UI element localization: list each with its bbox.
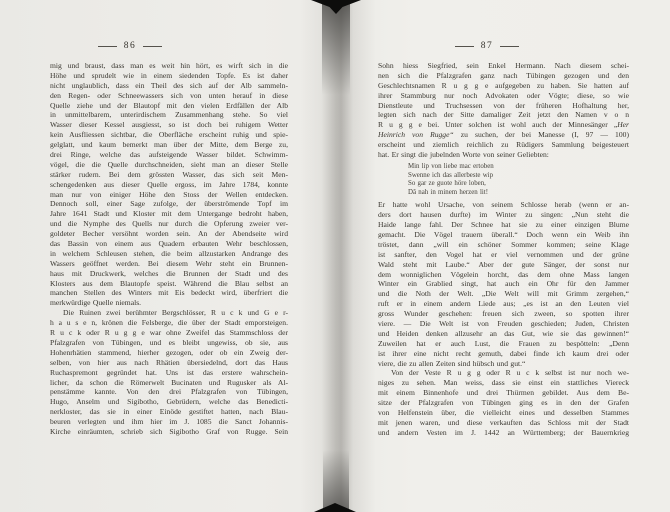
text-segment: h a u s e n, krönen die Felsberge, die über der Stadt emporsteigen.	[50, 318, 288, 328]
text-segment: und Heiden denken allzusehr an das Gut, wie sie das gewinnen!“	[378, 328, 629, 338]
text-segment: stärker rudern. Bei dem grössten Wasser, das sich seit Men-	[50, 169, 288, 179]
text-segment: viere, die zu allen Zeiten sind hübsch und gut.“	[378, 358, 526, 368]
text-segment: Er hatte wohl Ursache, von seinem Schlosse herab (wenn er an-	[378, 200, 629, 210]
text-segment: nicht unglaublich, dass ein Theil des sich auf der Alb sammeln-	[50, 80, 288, 90]
text-segment: das Bassin von einem aus Quadern erbauten Wehr beschlossen,	[50, 239, 288, 249]
text-line	[50, 288, 288, 298]
text-segment: goldeter Becher versöhnt worden sein. An der Abendseite wird	[50, 229, 288, 239]
text-segment: und andern Vesten im J. 1442 an Württemberg; der Bauernkrieg	[378, 427, 629, 437]
text-segment: Von der Veste R u g g oder R u c k selbst ist nur noch we-	[391, 368, 629, 378]
text-segment: Min lip von liebe mac ertoben	[408, 162, 494, 170]
text-line	[50, 140, 288, 150]
text-segment: Kirche einräumten, schrieb sich Sigibotho Graf von Rugge. Sein	[50, 426, 288, 436]
text-segment: mit einem Binnenhofe und drei Thürmen gebildet. Aus dem Be-	[378, 388, 629, 398]
text-segment: Wasser dieser Kessel ausgiesst, so ist doch bei ruhigem Wetter	[50, 120, 288, 130]
text-segment: beuren verlegten und ihm hier im J. 1085 die Sanct Johannis-	[50, 417, 288, 427]
text-segment: in unmittelbarem, unterirdischem Zusammenhang stehe. So viel	[50, 110, 288, 120]
text-segment: Wassers geöffnet werden. Bei diesem Wehr steht ein Brunnen-	[50, 258, 288, 268]
text-segment: in welchem Schleusen stehen, die beim allzustarken Andrange des	[50, 248, 288, 258]
text-line	[378, 230, 629, 240]
text-line	[50, 368, 288, 378]
text-line	[378, 418, 629, 428]
text-segment: Wald steht mit Laube.“ Aber der gute Sänger, der sonst nur	[378, 259, 629, 269]
text-line	[50, 130, 288, 140]
text-segment: Quelle ziehe und der Blautopf mit den vielen Erdfällen der Alb	[50, 100, 288, 110]
text-line	[378, 200, 629, 210]
text-line	[50, 219, 288, 229]
text-segment: drei Ringe, welche das aufsteigende Wasser bildet. Schwimm-	[50, 150, 288, 160]
page-number: 87	[480, 41, 494, 51]
text-segment: licher, da schon die Römerwelt Bucinaten und Rugusker als Al-	[50, 377, 288, 387]
text-line	[378, 408, 629, 418]
text-segment: mit jenen waren, und diese verkauften das Schloss mit der Stadt	[378, 417, 629, 427]
text-line	[50, 397, 288, 407]
page-87	[378, 40, 629, 438]
text-line	[50, 308, 288, 318]
italic-text-segment: Heinrich von Rugge“	[378, 130, 454, 140]
text-segment: Hohenrhätien stammend, hierher gezogen, oder ob ein Zweig der-	[50, 347, 288, 357]
text-line	[50, 190, 288, 200]
text-line	[50, 417, 288, 427]
text-segment: Geschlechtsnamen R u g g e aufgegeben zu haben. Sie hatten auf	[378, 80, 629, 90]
page-87-text-bottom	[378, 200, 629, 437]
text-segment: ders dort hausen durfte) im Winter zu singen: „Nun steht die	[378, 210, 629, 220]
page-86-text	[50, 61, 288, 437]
text-line	[50, 150, 288, 160]
text-segment: hat. Er singt die jubelnden Worte von seiner Geliebten:	[378, 150, 549, 160]
text-segment: gelglatt, und kaum bemerkt man über der Mitte, dem Berge zu,	[50, 140, 288, 150]
text-line	[50, 348, 288, 358]
text-line	[50, 209, 288, 219]
text-segment: Sohn hiess Siegfried, sein Enkel Hermann. Nach diesem schei-	[378, 61, 629, 70]
text-line	[50, 358, 288, 368]
text-line	[378, 349, 629, 359]
page-86	[50, 40, 288, 437]
text-line	[378, 329, 629, 339]
text-line	[378, 319, 629, 329]
text-line	[378, 220, 629, 230]
binding-gutter-shadow-top	[322, 0, 350, 95]
text-segment: Jahre 1641 Stadt und Kloster mit dem Untergange bedroht haben,	[50, 209, 288, 219]
text-segment: tröstet, dann „will ein schöner Sommer kommen; seine Klage	[378, 239, 629, 249]
text-segment: mig und braust, dass man es weit hin hört, es wirft sich in die	[50, 61, 288, 70]
text-segment: ist sanfter, den Vogel hat er viel vernommen und der grüne	[378, 249, 629, 259]
text-line	[378, 130, 629, 140]
text-segment: Die Ruinen zwei berühmter Bergschlösser, R u c k und G e r-	[63, 308, 288, 318]
text-line	[50, 269, 288, 279]
italic-text-segment: Her	[617, 120, 629, 130]
text-line	[50, 71, 288, 81]
text-line	[408, 172, 629, 181]
text-segment: sitze der Pfalzgrafen von Tübingen ging es in den der Grafen	[378, 398, 629, 408]
text-line	[50, 229, 288, 239]
text-line	[50, 427, 288, 437]
page-header-86	[50, 40, 210, 52]
text-segment: niges zu sehen. Man weiss, dass sie einst ein stattliches Viereck	[378, 378, 629, 388]
text-line	[378, 91, 629, 101]
text-line	[50, 378, 288, 388]
text-segment: gemacht. Die Vögel trauern überall.“ Doch wenn ein Weib ihn	[378, 229, 629, 239]
text-line	[50, 239, 288, 249]
text-line	[50, 318, 288, 328]
text-segment: Höhe und sprudelt wie in einem siedenden Topfe. Es ist daher	[50, 70, 288, 80]
text-segment: Zuweilen hat er auch Lust, die Frauen zu bespötteln: „Denn	[378, 338, 629, 348]
text-segment: Klosters aus dem Blautopfe speist. Während die Blau selbst an	[50, 278, 288, 288]
text-segment: zu suchen, der bei Manesse (I, 97 — 100)	[453, 130, 629, 140]
text-segment: manchen Stellen des Winters mit Eis bedeckt wird, überfriert die	[50, 288, 288, 298]
header-rule-left	[455, 46, 474, 47]
text-segment: viere. — Die Welt ist von Freuden geschieden; Juden, Christen	[378, 318, 629, 328]
verse-quote	[408, 163, 629, 197]
header-rule-right	[143, 46, 162, 47]
text-segment: und die Nymphe des Quells nur durch die Opferung zweier ver-	[50, 219, 288, 229]
text-segment: nerkloster, das sie in einer Einöde gestiftet hatten, nach Blau-	[50, 407, 288, 417]
text-line	[50, 407, 288, 417]
text-line	[50, 298, 288, 308]
text-line	[50, 199, 288, 209]
text-segment: penstämme kannte. Von den drei Pfalzgrafen von Tübingen,	[50, 387, 288, 397]
text-line	[50, 170, 288, 180]
text-segment: merkwürdige Quelle niemals.	[50, 298, 142, 308]
text-segment: R u c k oder R u g g e war ohne Zweifel das Stammschloss der	[50, 328, 288, 338]
text-line	[378, 428, 629, 438]
text-line	[378, 279, 629, 289]
text-line	[50, 259, 288, 269]
text-segment: nen sich die Pfalzgrafen ganz nach Tübingen gezogen und den	[378, 70, 629, 80]
text-line	[408, 180, 629, 189]
text-segment: Dennoch soll, einer Sage zufolge, der überströmende Topf im	[50, 199, 288, 209]
text-segment: selben, von hier aus nach Rhätien übersiedelnd, dort das Haus	[50, 357, 288, 367]
text-line	[378, 81, 629, 91]
text-line	[378, 309, 629, 319]
text-line	[50, 91, 288, 101]
text-line	[50, 81, 288, 91]
text-line	[378, 140, 629, 150]
header-rule-right	[500, 46, 519, 47]
text-line	[378, 398, 629, 408]
text-segment: man nur von einiger Höhe den Stoss der Wellen entdecken.	[50, 189, 288, 199]
text-segment: Haide lange fahl. Der Schnee hat sie zu einer einzigen Blume	[378, 220, 629, 230]
text-line	[378, 270, 629, 280]
text-line	[378, 289, 629, 299]
text-line	[378, 71, 629, 81]
text-segment: Pfalzgrafen von Tübingen, und es bleibt ungewiss, ob sie, aus	[50, 337, 288, 347]
text-segment: von Helfenstein über, die vielleicht eines und desselben Stammes	[378, 407, 629, 417]
text-line	[378, 101, 629, 111]
text-line	[378, 250, 629, 260]
text-line	[50, 120, 288, 130]
text-line	[408, 189, 629, 198]
text-segment: dem wonniglichen Vögelein horcht, das dem ohne Mass langen	[378, 269, 629, 279]
text-line	[378, 61, 629, 71]
text-segment: Dâ nah in minem herzen lit!	[408, 188, 488, 196]
text-segment: haus mit Druckwerk, welches die Brunnen der Stadt und des	[50, 268, 288, 278]
text-line	[378, 368, 629, 378]
text-segment: ist ihrer eine nicht recht gemuth, dabei finde ich kaum drei oder	[378, 348, 629, 358]
text-line	[50, 101, 288, 111]
header-rule-left	[98, 46, 117, 47]
text-segment: Swenne ich das allerbeste wip	[408, 171, 494, 179]
text-segment: legten sich nach der Sitte damaliger Zeit jetzt den Namen v o n	[378, 110, 629, 120]
text-segment: Hugo, Anselm und Sigibotho, Gebrüdern, welche das Benedicti-	[50, 397, 288, 407]
text-segment: Winter ein Grablied singt, hat auch ein Ohr für den Jammer	[378, 279, 629, 289]
text-line	[408, 163, 629, 172]
text-segment: und die Noth der Welt. „Die Welt will mit Grimm zergehen,“	[378, 289, 629, 299]
text-line	[50, 338, 288, 348]
text-segment: Dienstleute und Truchsessen von der früheren Hofhaltung her,	[378, 100, 629, 110]
text-line	[378, 359, 629, 369]
text-line	[50, 387, 288, 397]
text-line	[378, 299, 629, 309]
text-segment: schengedenken aus dieser Quelle ergoss, im Jahre 1784, konnte	[50, 179, 288, 189]
text-segment: Ruchaspremont gegründet hat. Uns ist das erstere wahrschein-	[50, 367, 288, 377]
text-line	[378, 210, 629, 220]
text-line	[50, 279, 288, 289]
text-line	[378, 240, 629, 250]
binding-gutter-shadow-bottom	[323, 450, 349, 512]
text-line	[378, 120, 629, 130]
text-segment: R u g g e bei. Unter solchen ist wohl auch der Minnesänger „	[378, 120, 618, 130]
text-line	[378, 388, 629, 398]
text-line	[50, 61, 288, 71]
text-line	[50, 328, 288, 338]
text-line	[50, 180, 288, 190]
page-number: 86	[123, 41, 137, 51]
text-line	[378, 110, 629, 120]
text-segment: So gar ze guote höre loben,	[408, 180, 486, 188]
text-line	[378, 260, 629, 270]
text-line	[378, 150, 629, 160]
text-segment: ihrer Stammburg nur noch Advokaten oder Vögte; diese, so wie	[378, 90, 629, 100]
text-segment: vögel, die die Quelle durchschneiden, sieht man an dieser Stelle	[50, 159, 288, 169]
text-segment: den Regen- oder Schneewassers sich von unten herauf in diese	[50, 90, 288, 100]
text-segment: erscheint und ziemlich reichlich zu Rüdigers Sammlung beigesteuert	[378, 140, 629, 150]
text-segment: kein Ausfliessen sichtbar, die Oberfläche erscheint ruhig und spie-	[50, 130, 288, 140]
text-line	[50, 110, 288, 120]
text-segment: gross Wunder geschehen: freuen sich zween, so spotten ihrer	[378, 309, 629, 319]
text-line	[50, 249, 288, 259]
text-segment: ruft er in einem andern Liede aus; „es ist an den Leuten viel	[378, 299, 629, 309]
text-line	[50, 160, 288, 170]
text-line	[378, 378, 629, 388]
page-87-text-top	[378, 61, 629, 160]
page-header-87	[407, 40, 567, 52]
text-line	[378, 339, 629, 349]
